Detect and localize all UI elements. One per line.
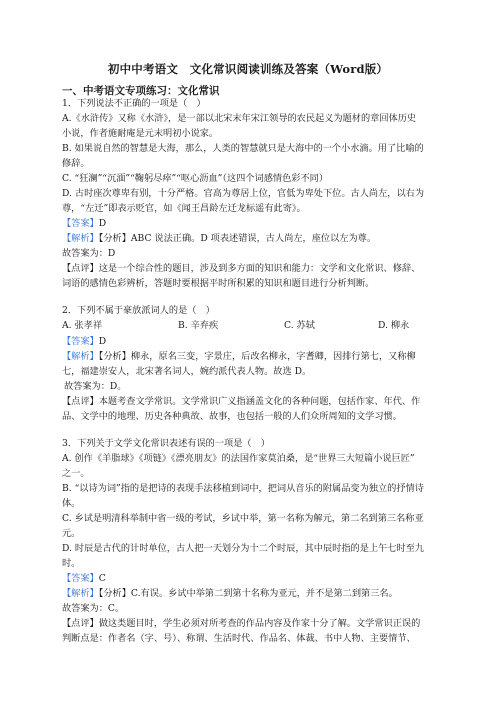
q2-analysis-text: 【分析】柳永，原名三变，字景庄，后改名柳永，字耆卿，因排行第七，又称柳: [98, 351, 416, 362]
q3-option-b-line2: 体。: [62, 498, 81, 509]
q3-comment-line1: 【点评】做这类题目时，学生必须对所考查的作品内容及作家十分了解。文学常识正误的: [62, 618, 421, 629]
q2-answer-value: D: [98, 336, 107, 347]
q1-conclusion: 故答案为：D: [62, 248, 116, 259]
q2-analysis-tag: 【解析】: [62, 351, 99, 362]
q2-answer: [62, 336, 106, 348]
q3-option-d-line2: 时。: [62, 558, 81, 569]
section-heading: 一、中考语文专项练习：文化常识: [62, 85, 220, 97]
q2-stem: 2．下列不属于豪放派词人的是（ ）: [62, 305, 215, 316]
q3-option-c-line1: C. 乡试是明清科举制中省一级的考试，乡试中举，第一名称为解元，第二名到第三名称亚: [62, 513, 424, 524]
q2-analysis-line2: 七，福建崇安人，北宋著名词人，婉约派代表人物。故选 D。: [62, 366, 312, 377]
q1-answer-tag: 【答案】: [62, 218, 99, 229]
q3-option-a-line2: 之一。: [62, 468, 90, 479]
q3-analysis-text: 【分析】C.有误。乡试中举第二到第十名称为亚元，并不是第二到第三名。: [98, 588, 398, 599]
q3-analysis: [62, 588, 398, 600]
q2-comment-line2: 品、文学中的地理、历史各种典故、故事，也包括一般的人们众所周知的文学习惯。: [62, 411, 402, 422]
q1-comment-line1: 【点评】这是一个综合性的题目，涉及到多方面的知识和能力：文学和文化常识、修辞、: [62, 263, 421, 274]
q3-stem: 3．下列关于文学文化常识表述有误的一项是（ ）: [62, 438, 270, 449]
q1-option-d-line2: 尊，“左迁”即表示贬官，如《闻王昌龄左迁龙标遥有此寄》。: [62, 203, 306, 214]
q2-comment-line1: 【点评】本题考查文学常识。文学常识广义指涵盖文化的各种问题，包括作家、年代、作: [62, 396, 421, 407]
q3-option-b-line1: B. “以诗为词”指的是把诗的表现手法移植到词中，把词从音乐的附属品变为独立的抒情诗: [62, 483, 424, 494]
q1-analysis-text: 【分析】ABC 说法正确。D 项表述错误，古人尚左，座位以左为尊。: [98, 233, 377, 244]
q3-option-c-line2: 元。: [62, 528, 81, 539]
q1-answer-value: D: [98, 218, 107, 229]
q1-comment-line2: 词语的感情色彩辨析，答题时要根据平时所积累的知识和题目进行分析判断。: [62, 278, 375, 289]
q1-option-d-line1: D. 古时座次尊卑有别，十分严格。官高为尊居上位，官低为卑处下位。古人尚左，以右为: [62, 188, 425, 199]
q2-options: [62, 320, 462, 332]
q3-option-a-line1: A. 创作《羊脂球》《项链》《漂亮朋友》的法国作家莫泊桑，是“世界三大短篇小说巨匠”: [62, 453, 415, 464]
q1-stem: 1．下列说法不正确的一项是（ ）: [62, 98, 206, 109]
q2-option-b: B. 辛弃疾: [178, 320, 219, 331]
q2-option-d: D. 柳永: [378, 320, 410, 331]
q3-answer-tag: 【答案】: [62, 573, 99, 584]
q1-option-a-line2: 小说，作者施耐庵是元末明初小说家。: [62, 128, 219, 139]
q3-option-d-line1: D. 时辰是古代的计时单位，古人把一天划分为十二个时辰，其中辰时指的是上午七时至九: [62, 543, 425, 554]
document-title: 初中中考语文 文化常识阅读训练及答案（Word版）: [107, 62, 389, 76]
q1-answer: [62, 218, 106, 230]
q2-conclusion: 故答案为：D。: [64, 381, 127, 392]
q2-option-a: A. 张孝祥: [62, 320, 103, 331]
q1-option-b-line1: B. 如果说自然的智慧是大海，那么，人类的智慧就只是大海中的一个小水滴。用了比喻的: [62, 143, 424, 154]
q3-answer: [62, 573, 106, 585]
q1-analysis: [62, 233, 376, 245]
q1-option-a-line1: A.《水浒传》又称《水浒》，是一部以北宋末年宋江领导的农民起义为题材的章回体历史: [62, 113, 417, 124]
q2-answer-tag: 【答案】: [62, 336, 99, 347]
q3-analysis-tag: 【解析】: [62, 588, 99, 599]
q1-option-b-line2: 修辞。: [62, 158, 90, 169]
q3-comment-line2: 判断点是：作者名（字、号）、称谓、生活时代、作品名、体裁、书中人物、主要情节、: [62, 633, 416, 644]
q3-conclusion: 故答案为：C。: [62, 603, 125, 614]
q1-analysis-tag: 【解析】: [62, 233, 99, 244]
q1-option-c: C. “狂澜”“沉湎”“鞠躬尽瘁”“呕心沥血”（这四个词感情色彩不同）: [62, 173, 329, 184]
q3-answer-value: C: [98, 573, 106, 584]
q2-option-c: C. 苏轼: [284, 320, 315, 331]
q2-analysis-line1: [62, 351, 416, 363]
